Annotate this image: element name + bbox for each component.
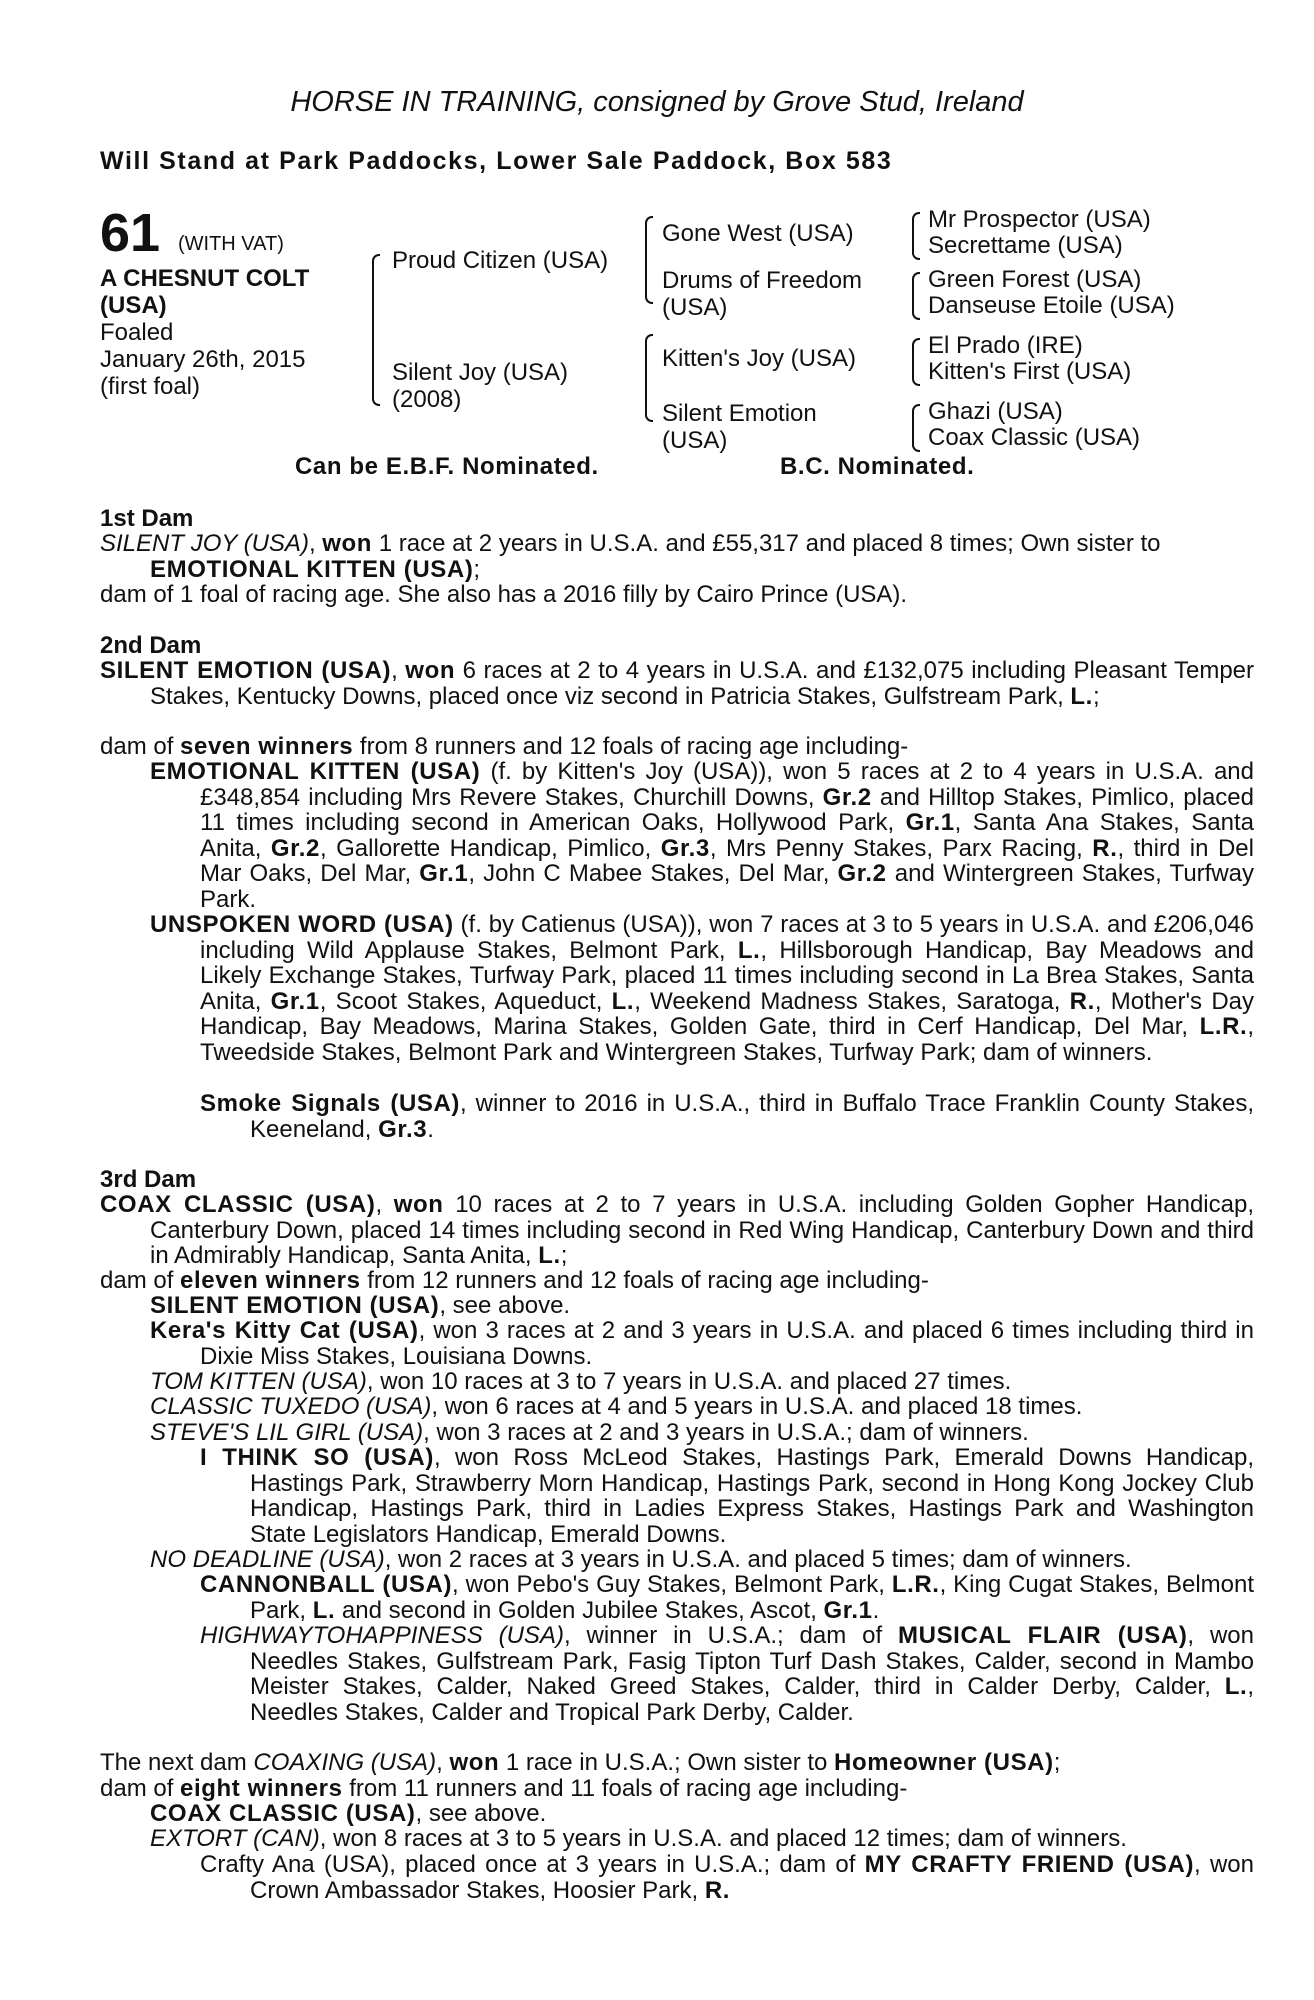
grand-ancestor: Kitten's First (USA) — [928, 358, 1132, 385]
produce-entry — [200, 1091, 1254, 1142]
winners-count: eight winners — [180, 1775, 343, 1802]
produce-text: , won Crown Ambassador Stakes, Hoosier Park, — [250, 1851, 1254, 1904]
separator: , — [375, 1191, 394, 1218]
record-text: The next dam — [100, 1749, 254, 1776]
first-dam-produce: dam of 1 foal of racing age. She also has a 2016 filly by Cairo Prince (USA). — [100, 581, 908, 608]
foal-note: (first foal) — [100, 373, 201, 400]
third-dam-record — [100, 1192, 1254, 1269]
produce-name: MY CRAFTY FRIEND (USA) — [864, 1851, 1195, 1878]
produce-text: , Tweedside Stakes, Belmont Park and Wintergreen Stakes, Turfway Park; dam of winners. — [200, 1013, 1254, 1066]
winners-count: eleven winners — [180, 1267, 361, 1294]
produce-text: Crafty Ana (USA), placed once at 3 years in U.S.A.; dam of — [200, 1851, 865, 1878]
produce-name: NO DEADLINE (USA) — [150, 1546, 385, 1573]
grade-label: R. — [1069, 987, 1095, 1015]
produce-text: , Gallorette Handicap, Pimlico, — [319, 834, 661, 862]
grade-label: Gr.1 — [419, 860, 469, 887]
pedigree-brace — [645, 216, 653, 304]
foaled-date: January 26th, 2015 — [100, 346, 306, 373]
record-text: ; — [1053, 1749, 1061, 1776]
produce-name: CANNONBALL (USA) — [200, 1571, 453, 1598]
grade-label: L. — [1070, 682, 1093, 710]
record-text: 10 races at 2 to 7 years in U.S.A. including Golden Gopher Handicap, Canterbury Down, placed 14 times including second in Red Wing Handicap, Canterbury Down and third in Admirably Handicap, Santa Anita, — [150, 1191, 1254, 1269]
dam-year: (2008) — [392, 386, 462, 413]
produce-text: , King Cugat Stakes, Belmont Park, — [250, 1571, 1255, 1624]
dam-dam: Silent Emotion — [662, 400, 817, 427]
produce-text: dam of — [100, 733, 181, 760]
produce-name: Smoke Signals (USA) — [200, 1090, 461, 1117]
produce-text: , Santa Ana Stakes, Santa Anita, — [200, 809, 1254, 862]
grade-label: Gr.1 — [270, 987, 320, 1015]
produce-name: EMOTIONAL KITTEN (USA) — [150, 758, 481, 785]
produce-entry — [150, 1318, 1254, 1369]
produce-text: from 12 runners and 12 foals of racing age including- — [360, 1267, 929, 1294]
pedigree-brace — [912, 212, 920, 260]
sister-name: Homeowner (USA) — [834, 1749, 1054, 1776]
produce-name: HIGHWAYTOHAPPINESS (USA) — [200, 1622, 564, 1649]
dam-dam-country: (USA) — [662, 427, 728, 454]
second-dam-heading: 2nd Dam — [100, 632, 202, 659]
grade-label: R. — [704, 1876, 731, 1904]
produce-text: dam of — [100, 1775, 181, 1802]
produce-text: , winner in U.S.A.; dam of — [563, 1622, 899, 1649]
produce-entry — [200, 1623, 1254, 1725]
produce-text: , won Pebo's Guy Stakes, Belmont Park, — [452, 1571, 892, 1598]
produce-text: , Hillsborough Handicap, Bay Meadows and Likely Exchange Stakes, Turfway Park, placed 11 times including second in La Brea Stakes, Santa Anita, — [200, 936, 1254, 1015]
produce-entry — [200, 1445, 1254, 1547]
dam-name: SILENT JOY (USA) — [100, 530, 309, 557]
grade-label: L. — [312, 1596, 336, 1624]
produce-text: , won 10 races at 3 to 7 years in U.S.A. and placed 27 times. — [366, 1368, 1012, 1395]
won-label: won — [322, 530, 373, 557]
second-dam-produce-summary — [100, 734, 1204, 760]
produce-text: , see above. — [415, 1800, 547, 1827]
produce-text: , won 6 races at 4 and 5 years in U.S.A. and placed 18 times. — [431, 1393, 1083, 1420]
produce-text: , won Ross McLeod Stakes, Hastings Park, Emerald Downs Handicap, Hastings Park, Strawberry Morn Handicap, Hastings Park, second in Hong Kong Jockey Club Handicap, Hastings Park, third in Ladies Express Stakes, Hastings Park and Washington State Legislators Handicap, Emerald Downs. — [250, 1444, 1254, 1548]
sire: Proud Citizen (USA) — [392, 247, 609, 274]
produce-entry — [200, 1852, 1254, 1903]
winners-count: seven winners — [180, 733, 354, 760]
produce-name: COAX CLASSIC (USA) — [150, 1800, 416, 1827]
produce-entry — [150, 1547, 1204, 1573]
grand-ancestor: Danseuse Etoile (USA) — [928, 292, 1175, 319]
grade-label: L. — [1224, 1673, 1248, 1700]
won-label: won — [405, 657, 456, 684]
grand-ancestor: Ghazi (USA) — [928, 398, 1063, 425]
vat-note: (WITH VAT) — [178, 233, 284, 255]
sire-dam: Drums of Freedom — [662, 267, 863, 294]
grade-label: Gr.1 — [823, 1596, 873, 1624]
ebf-nomination: Can be E.B.F. Nominated. — [295, 453, 599, 480]
grand-ancestor: Green Forest (USA) — [928, 266, 1142, 293]
grade-label: L. — [538, 1242, 561, 1269]
grand-ancestor: Secrettame (USA) — [928, 232, 1123, 259]
page-title: HORSE IN TRAINING, consigned by Grove Stud, Ireland — [290, 86, 1024, 118]
produce-text: (f. by Catienus (USA)), won 7 races at 3 to 5 years in U.S.A. and £206,046 including Wild Applause Stakes, Belmont Park, — [200, 911, 1254, 964]
produce-text: , winner to 2016 in U.S.A., third in Buffalo Trace Franklin County Stakes, Keeneland, — [250, 1090, 1254, 1143]
lot-description: A CHESNUT COLT — [100, 265, 310, 292]
produce-name: TOM KITTEN (USA) — [150, 1368, 367, 1395]
produce-text: from 8 runners and 12 foals of racing age including- — [353, 733, 909, 760]
third-dam-produce-summary — [100, 1268, 1204, 1294]
sire-dam-country: (USA) — [662, 294, 728, 321]
produce-entry — [150, 1369, 1204, 1395]
grand-ancestor: Mr Prospector (USA) — [928, 206, 1151, 233]
won-label: won — [449, 1749, 500, 1776]
produce-entry — [150, 1801, 1204, 1827]
produce-text: dam of — [100, 1267, 181, 1294]
produce-text: , Mother's Day Handicap, Bay Meadows, Marina Stakes, Golden Gate, third in Cerf Handicap, Del Mar, — [200, 987, 1254, 1040]
stand-location: Will Stand at Park Paddocks, Lower Sale Paddock, Box 583 — [100, 147, 893, 175]
produce-name: STEVE'S LIL GIRL (USA) — [150, 1419, 424, 1446]
sister-name: EMOTIONAL KITTEN (USA) — [150, 555, 474, 583]
produce-text: from 11 runners and 11 foals of racing age including- — [342, 1775, 908, 1802]
record-text: ; — [1092, 682, 1100, 710]
grade-label: Gr.2 — [837, 860, 887, 887]
next-dam-produce-summary — [100, 1776, 1204, 1802]
pedigree-brace — [912, 338, 920, 386]
grade-label: R. — [1092, 834, 1118, 862]
grand-ancestor: El Prado (IRE) — [928, 332, 1083, 359]
produce-text: , won 3 races at 2 and 3 years in U.S.A. and placed 6 times including third in Dixie Miss Stakes, Louisiana Downs. — [200, 1317, 1254, 1370]
bc-nomination: B.C. Nominated. — [780, 453, 975, 480]
produce-name: I THINK SO (USA) — [200, 1444, 434, 1471]
grade-label: L.R. — [1199, 1013, 1248, 1040]
dam: Silent Joy (USA) — [392, 359, 569, 386]
produce-entry — [150, 1293, 1204, 1319]
grade-label: Gr.2 — [822, 783, 872, 811]
produce-entry — [150, 912, 1254, 1065]
grand-ancestor: Coax Classic (USA) — [928, 424, 1141, 451]
lot-number: 61 — [100, 203, 161, 263]
produce-entry — [200, 1572, 1254, 1623]
grade-label: Gr.3 — [378, 1115, 428, 1143]
produce-text: and Hilltop Stakes, Pimlico, placed 11 times including second in American Oaks, Hollywood Park, — [200, 783, 1254, 836]
record-text: 6 races at 2 to 4 years in U.S.A. and £132,075 including Pleasant Temper Stakes, Kentucky Downs, placed once viz second in Patricia Stakes, Gulfstream Park, — [150, 657, 1255, 710]
produce-text: and second in Golden Jubilee Stakes, Ascot, — [335, 1596, 824, 1624]
pedigree-brace — [645, 334, 653, 422]
produce-text: , won 2 races at 3 years in U.S.A. and placed 5 times; dam of winners. — [384, 1546, 1132, 1573]
produce-entry — [150, 1394, 1204, 1420]
produce-entry — [150, 759, 1254, 912]
record-text: ; — [473, 555, 481, 583]
produce-text: , won 8 races at 3 to 5 years in U.S.A. and placed 12 times; dam of winners. — [319, 1825, 1127, 1852]
separator: , — [391, 657, 406, 684]
produce-text: (f. by Kitten's Joy (USA)), won 5 races at 2 to 4 years in U.S.A. and £348,854 including Mrs Revere Stakes, Churchill Downs, — [200, 758, 1254, 811]
produce-name: CLASSIC TUXEDO (USA) — [150, 1393, 432, 1420]
foaled-label: Foaled — [100, 319, 174, 346]
grade-label: L. — [737, 936, 761, 964]
grade-label: L. — [611, 987, 635, 1015]
third-dam-heading: 3rd Dam — [100, 1166, 197, 1193]
produce-text: , Mrs Penny Stakes, Parx Racing, — [709, 834, 1093, 862]
first-dam-record: SILENT JOY (USA), won 1 race at 2 years in U.S.A. and £55,317 and placed 8 times; Own sister to EMOTIONAL KITTEN (USA); — [100, 530, 1161, 583]
produce-text: , John C Mabee Stakes, Del Mar, — [468, 860, 838, 887]
produce-text: . — [872, 1596, 880, 1624]
produce-text: , Weekend Madness Stakes, Saratoga, — [634, 987, 1070, 1015]
dam-name: SILENT EMOTION (USA) — [100, 657, 392, 684]
separator: , — [436, 1749, 450, 1776]
produce-entry — [150, 1420, 1204, 1446]
produce-text: , Scoot Stakes, Aqueduct, — [319, 987, 612, 1015]
produce-text: , see above. — [439, 1292, 571, 1319]
produce-entry — [150, 1826, 1204, 1852]
produce-name: MUSICAL FLAIR (USA) — [898, 1622, 1188, 1649]
dam-sire: Kitten's Joy (USA) — [662, 345, 856, 372]
grade-label: Gr.2 — [270, 834, 320, 862]
lot-description-country: (USA) — [100, 292, 167, 319]
pedigree-brace — [372, 254, 380, 406]
produce-text: , third in Del Mar Oaks, Del Mar, — [200, 834, 1254, 887]
second-dam-record — [100, 658, 1254, 709]
produce-name: Kera's Kitty Cat (USA) — [150, 1317, 419, 1344]
produce-name: UNSPOKEN WORD (USA) — [150, 911, 454, 938]
produce-name: SILENT EMOTION (USA) — [150, 1292, 440, 1319]
grade-label: Gr.3 — [660, 834, 710, 862]
produce-text: and Wintergreen Stakes, Turfway Park. — [200, 860, 1255, 913]
sire-sire: Gone West (USA) — [662, 220, 854, 247]
pedigree-brace — [912, 272, 920, 320]
grade-label: Gr.1 — [905, 809, 955, 836]
produce-name: EXTORT (CAN) — [150, 1825, 320, 1852]
dam-name: COAX CLASSIC (USA) — [100, 1191, 376, 1218]
produce-text: , won Needles Stakes, Gulfstream Park, Fasig Tipton Turf Dash Stakes, Calder, second in Mambo Meister Stakes, Calder, Naked Greed Stakes, Calder, third in Calder Derby, Calder, — [250, 1622, 1255, 1700]
pedigree-brace — [912, 404, 920, 452]
produce-text: , Needles Stakes, Calder and Tropical Park Derby, Calder. — [250, 1673, 1254, 1726]
produce-text: , won 3 races at 2 and 3 years in U.S.A.; dam of winners. — [423, 1419, 1029, 1446]
next-dam-record — [100, 1750, 1204, 1776]
won-label: won — [393, 1191, 444, 1218]
produce-text: . — [427, 1115, 434, 1143]
first-dam-heading: 1st Dam — [100, 505, 194, 532]
record-text: 1 race at 2 years in U.S.A. and £55,317 and placed 8 times; Own sister to — [372, 530, 1161, 557]
record-text: 1 race in U.S.A.; Own sister to — [499, 1749, 835, 1776]
dam-name: COAXING (USA) — [253, 1749, 437, 1776]
record-text: ; — [560, 1242, 568, 1269]
grade-label: L.R. — [891, 1571, 940, 1598]
